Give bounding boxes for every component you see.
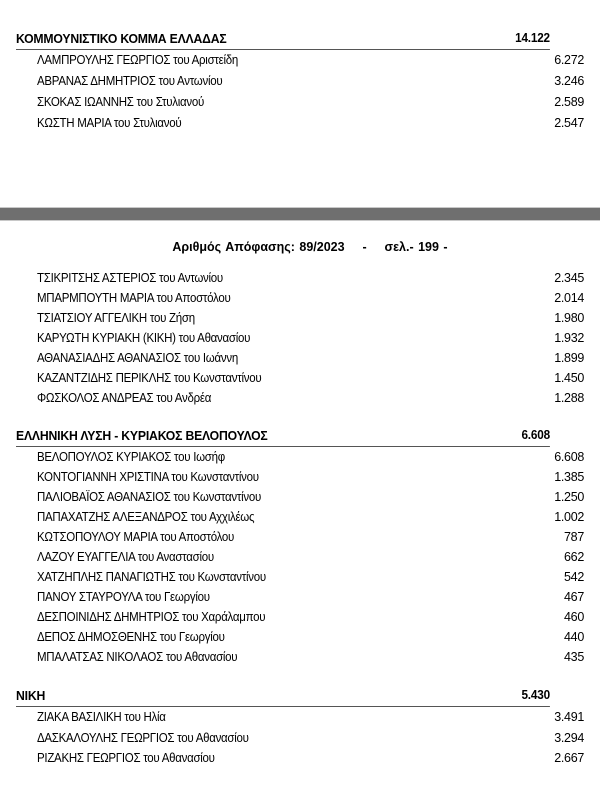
candidate-votes: 2.667 bbox=[554, 751, 584, 765]
candidate-name: ΠΑΛΙΟΒΑΪΟΣ ΑΘΑΝΑΣΙΟΣ του Κωνσταντίνου bbox=[37, 490, 262, 504]
candidate-votes: 1.385 bbox=[554, 470, 584, 484]
candidate-row bbox=[37, 587, 584, 607]
candidate-row bbox=[37, 728, 584, 748]
candidate-row bbox=[37, 627, 584, 647]
candidate-row bbox=[37, 71, 584, 91]
candidate-name: ΚΑΖΑΝΤΖΙΔΗΣ ΠΕΡΙΚΛΗΣ του Κωνσταντίνου bbox=[37, 371, 262, 385]
candidate-row bbox=[37, 308, 584, 328]
decision-number: Αριθμός Απόφασης: 89/2023 bbox=[172, 240, 345, 254]
candidate-votes: 2.014 bbox=[554, 291, 584, 305]
party-votes: 6.608 bbox=[521, 428, 550, 442]
page-top bbox=[0, 0, 600, 207]
candidate-name: ΡΙΖΑΚΗΣ ΓΕΩΡΓΙΟΣ του Αθανασίου bbox=[37, 751, 215, 765]
candidate-votes: 1.250 bbox=[554, 490, 584, 504]
candidate-row bbox=[37, 748, 584, 768]
candidate-name: ΚΑΡΥΩΤΗ ΚΥΡΙΑΚΗ (ΚΙΚΗ) του Αθανασίου bbox=[37, 331, 251, 345]
candidate-row bbox=[37, 607, 584, 627]
candidate-row bbox=[37, 487, 584, 507]
candidate-name: ΦΩΣΚΟΛΟΣ ΑΝΔΡΕΑΣ του Ανδρέα bbox=[37, 391, 212, 405]
candidate-name: ΛΑΖΟΥ ΕΥΑΓΓΕΛΙΑ του Αναστασίου bbox=[37, 550, 214, 564]
candidate-name: ΚΟΝΤΟΓΙΑΝΝΗ ΧΡΙΣΤΙΝΑ του Κωνσταντίνου bbox=[37, 470, 259, 484]
candidate-votes: 542 bbox=[564, 570, 584, 584]
candidate-row bbox=[37, 113, 584, 133]
candidate-name: ΖΙΑΚΑ ΒΑΣΙΛΙΚΗ του Ηλία bbox=[37, 710, 166, 724]
party-name: ΕΛΛΗΝΙΚΗ ΛΥΣΗ - ΚΥΡΙΑΚΟΣ ΒΕΛΟΠΟΥΛΟΣ bbox=[16, 427, 268, 443]
candidate-name: ΒΕΛΟΠΟΥΛΟΣ ΚΥΡΙΑΚΟΣ του Ιωσήφ bbox=[37, 450, 225, 464]
candidate-name: ΔΕΠΟΣ ΔΗΜΟΣΘΕΝΗΣ του Γεωργίου bbox=[37, 630, 225, 644]
candidate-votes: 440 bbox=[564, 630, 584, 644]
party-votes: 5.430 bbox=[521, 688, 550, 702]
candidate-votes: 1.980 bbox=[554, 311, 584, 325]
candidate-row bbox=[37, 527, 584, 547]
candidate-row bbox=[37, 388, 584, 408]
candidate-name: ΧΑΤΖΗΠΛΗΣ ΠΑΝΑΓΙΩΤΗΣ του Κωνσταντίνου bbox=[37, 570, 266, 584]
candidate-votes: 2.547 bbox=[554, 116, 584, 130]
candidate-row bbox=[37, 92, 584, 112]
candidate-name: ΔΑΣΚΑΛΟΥΛΗΣ ΓΕΩΡΓΙΟΣ του Αθανασίου bbox=[37, 730, 249, 745]
candidate-votes: 1.932 bbox=[554, 331, 584, 345]
candidate-row bbox=[37, 268, 584, 288]
candidate-votes: 3.246 bbox=[554, 74, 584, 88]
header-separator: - bbox=[362, 240, 367, 254]
candidate-votes: 1.450 bbox=[554, 371, 584, 385]
candidate-votes: 1.288 bbox=[554, 391, 584, 405]
party-row-kke bbox=[16, 27, 550, 50]
candidate-row bbox=[37, 647, 584, 667]
candidate-votes: 435 bbox=[564, 650, 584, 664]
candidate-votes: 6.608 bbox=[554, 450, 584, 464]
candidate-name: ΜΠΑΛΑΤΣΑΣ ΝΙΚΟΛΑΟΣ του Αθανασίου bbox=[37, 650, 238, 664]
candidate-row bbox=[37, 368, 584, 388]
candidate-row bbox=[37, 467, 584, 487]
candidate-row bbox=[37, 447, 584, 467]
party-votes: 14.122 bbox=[515, 31, 550, 45]
candidate-votes: 2.345 bbox=[554, 271, 584, 285]
candidate-votes: 3.294 bbox=[554, 730, 584, 745]
candidate-row bbox=[37, 50, 584, 70]
candidate-name: ΚΩΣΤΗ ΜΑΡΙΑ του Στυλιανού bbox=[37, 116, 182, 130]
candidate-row bbox=[37, 328, 584, 348]
candidate-row bbox=[37, 507, 584, 527]
party-row-niki bbox=[16, 684, 550, 707]
candidate-name: ΚΩΤΣΟΠΟΥΛΟΥ ΜΑΡΙΑ του Αποστόλου bbox=[37, 530, 235, 544]
candidate-row bbox=[37, 547, 584, 567]
candidate-row bbox=[37, 348, 584, 368]
candidate-name: ΜΠΑΡΜΠΟΥΤΗ ΜΑΡΙΑ του Αποστόλου bbox=[37, 291, 231, 305]
candidate-votes: 6.272 bbox=[554, 53, 584, 67]
candidate-votes: 460 bbox=[564, 610, 584, 624]
page-bottom bbox=[0, 222, 600, 800]
candidate-name: ΑΒΡΑΝΑΣ ΔΗΜΗΤΡΙΟΣ του Αντωνίου bbox=[37, 74, 223, 88]
candidate-votes: 467 bbox=[564, 590, 584, 604]
candidate-row bbox=[37, 707, 584, 727]
candidate-name: ΠΑΝΟΥ ΣΤΑΥΡΟΥΛΑ του Γεωργίου bbox=[37, 590, 210, 604]
party-name: ΝΙΚΗ bbox=[16, 687, 46, 703]
page-number: σελ.- 199 - bbox=[384, 240, 448, 254]
candidate-name: ΛΑΜΠΡΟΥΛΗΣ ΓΕΩΡΓΙΟΣ του Αριστείδη bbox=[37, 53, 239, 67]
candidate-votes: 3.491 bbox=[554, 710, 584, 724]
candidate-name: ΤΣΙΚΡΙΤΣΗΣ ΑΣΤΕΡΙΟΣ του Αντωνίου bbox=[37, 271, 223, 285]
candidate-votes: 662 bbox=[564, 550, 584, 564]
candidate-name: ΔΕΣΠΟΙΝΙΔΗΣ ΔΗΜΗΤΡΙΟΣ του Χαράλαμπου bbox=[37, 610, 266, 624]
candidate-name: ΠΑΠΑΧΑΤΖΗΣ ΑΛΕΞΑΝΔΡΟΣ του Αχχιλέως bbox=[37, 510, 255, 524]
candidate-row bbox=[37, 567, 584, 587]
page-break-band bbox=[0, 207, 600, 221]
candidate-votes: 1.899 bbox=[554, 351, 584, 365]
party-row-elliniki-lysi bbox=[16, 424, 550, 447]
page-header bbox=[0, 240, 600, 254]
candidate-name: ΤΣΙΑΤΣΙΟΥ ΑΓΓΕΛΙΚΗ του Ζήση bbox=[37, 311, 195, 325]
candidate-votes: 2.589 bbox=[554, 95, 584, 109]
candidate-name: ΑΘΑΝΑΣΙΑΔΗΣ ΑΘΑΝΑΣΙΟΣ του Ιωάννη bbox=[37, 351, 238, 365]
candidate-name: ΣΚΟΚΑΣ ΙΩΑΝΝΗΣ του Στυλιανού bbox=[37, 95, 205, 109]
candidate-row bbox=[37, 288, 584, 308]
party-name: ΚΟΜΜΟΥΝΙΣΤΙΚΟ ΚΟΜΜΑ ΕΛΛΑΔΑΣ bbox=[16, 30, 227, 46]
candidate-votes: 787 bbox=[564, 530, 584, 544]
candidate-votes: 1.002 bbox=[554, 510, 584, 524]
